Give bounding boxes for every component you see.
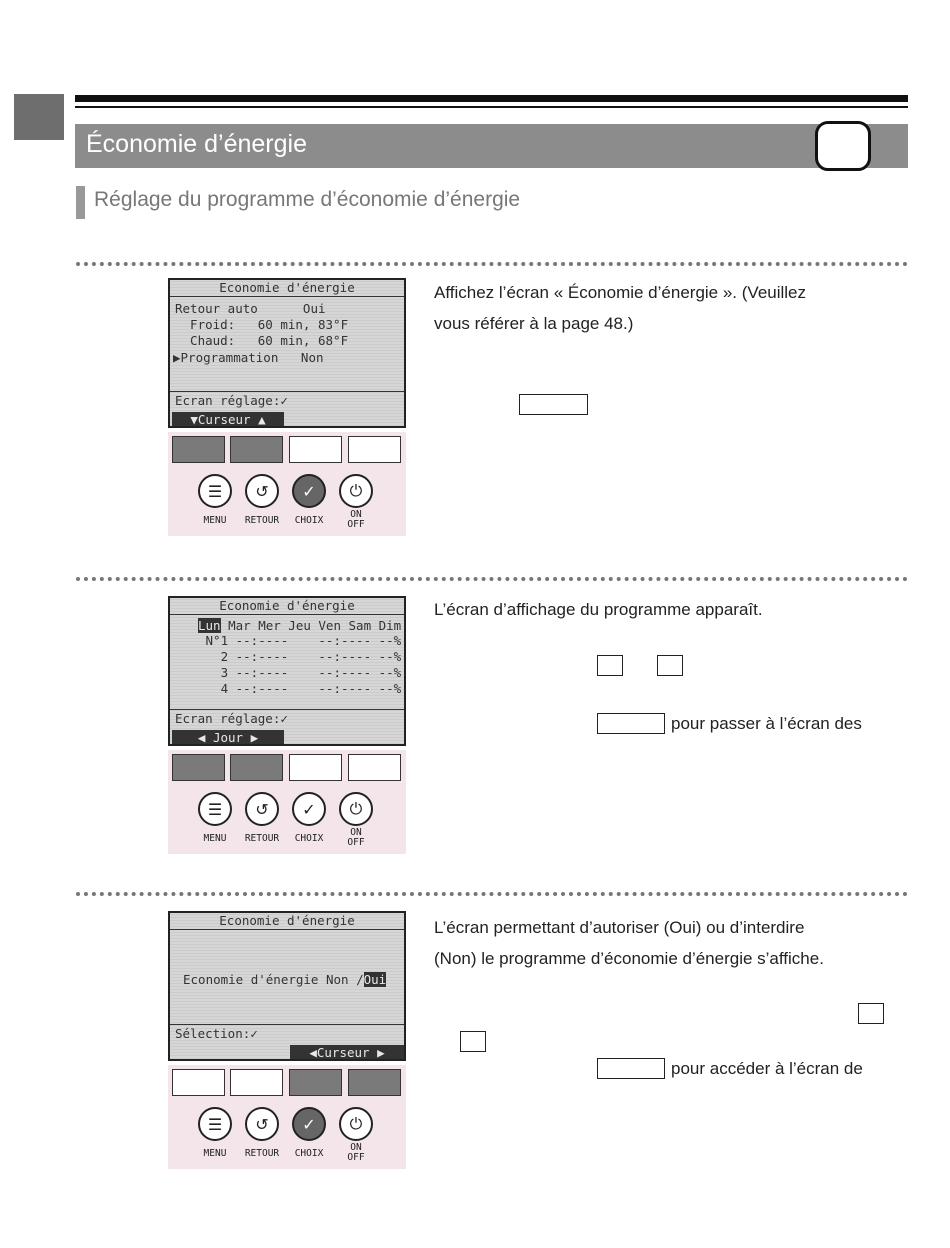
day-selected: Lun (198, 618, 221, 633)
button-placeholder-box (460, 1031, 486, 1052)
desc-tail: pour accéder à l’écran de (671, 1059, 863, 1078)
off-label: OFF (347, 519, 365, 530)
retour-label: RETOUR (244, 515, 280, 526)
setting-selected: Oui (363, 972, 387, 987)
return-arrow-icon: ↺ (255, 799, 269, 819)
menu-label: MENU (203, 833, 227, 844)
step-description-2 (434, 594, 763, 625)
choix-label: CHOIX (294, 833, 324, 844)
retour-label: RETOUR (244, 833, 280, 844)
choix-button[interactable] (292, 474, 326, 508)
function-key-f1[interactable] (172, 1069, 225, 1096)
lcd-title: Economie d'énergie (219, 280, 355, 295)
choix-button[interactable] (292, 792, 326, 826)
off-label: OFF (347, 837, 365, 848)
button-placeholder-box (858, 1003, 884, 1024)
function-key-f2[interactable] (230, 436, 283, 463)
function-key-f4[interactable] (348, 754, 401, 781)
step-description-3 (434, 912, 824, 974)
button-placeholder-box (597, 655, 623, 676)
section-divider-3 (76, 892, 908, 896)
button-placeholder-box (519, 394, 588, 415)
subtitle-marker (76, 186, 85, 219)
button-placeholder-box (597, 1058, 665, 1079)
section-divider-2 (76, 577, 908, 581)
lcd-screen-3 (168, 911, 406, 1061)
check-icon: ✓ (302, 1114, 316, 1134)
choix-label: CHOIX (294, 515, 324, 526)
retour-button[interactable] (245, 1107, 279, 1141)
choix-label: CHOIX (294, 1148, 324, 1159)
retour-button[interactable] (245, 474, 279, 508)
function-key-f3[interactable] (289, 754, 342, 781)
lcd-screen-1 (168, 278, 406, 428)
lcd-title: Economie d'énergie (219, 598, 355, 613)
button-pad-3 (168, 1065, 406, 1169)
return-arrow-icon: ↺ (255, 1114, 269, 1134)
lcd-footer-rule (170, 391, 404, 392)
setting-label: Economie d'énergie Non / (183, 972, 364, 987)
header-rule-thin (75, 106, 908, 108)
lcd-footer-rule (170, 709, 404, 710)
schedule-row: 3 --:---- --:---- --% (198, 665, 402, 680)
lcd-title-rule (170, 296, 404, 297)
menu-label: MENU (203, 1148, 227, 1159)
off-label: OFF (347, 1152, 365, 1163)
menu-label: MENU (203, 515, 227, 526)
return-arrow-icon: ↺ (255, 481, 269, 501)
schedule-row: 2 --:---- --:---- --% (198, 649, 402, 664)
lcd-footer-rule (170, 1024, 404, 1025)
lcd-line: Retour auto Oui (175, 301, 326, 316)
check-icon: ✓ (302, 481, 316, 501)
lcd-title: Economie d'énergie (219, 913, 355, 928)
on-label: ON (350, 1142, 362, 1153)
header-rule-thick (75, 95, 908, 102)
check-icon: ✓ (302, 799, 316, 819)
function-key-f3[interactable] (289, 1069, 342, 1096)
function-key-f2[interactable] (230, 754, 283, 781)
menu-icon: ☰ (207, 799, 223, 819)
page-tab-marker (14, 94, 64, 140)
desc-line: Affichez l’écran « Économie d’énergie ». (Veuillez (434, 283, 807, 302)
lcd-line: Chaud: 60 min, 68°F (175, 333, 349, 348)
retour-button[interactable] (245, 792, 279, 826)
step-description-1 (434, 277, 806, 339)
function-key-f1[interactable] (172, 754, 225, 781)
choix-button[interactable] (292, 1107, 326, 1141)
function-key-f1[interactable] (172, 436, 225, 463)
lcd-screen-2 (168, 596, 406, 746)
desc-line: vous référer à la page 48.) (434, 314, 634, 333)
button-pad-2 (168, 750, 406, 854)
button-placeholder-box (597, 713, 665, 734)
lcd-days-row (198, 618, 401, 633)
section-subtitle: Réglage du programme d’économie d’énergie (94, 188, 521, 211)
power-button[interactable] (339, 792, 373, 826)
lcd-footer: Ecran réglage:✓ (175, 393, 288, 408)
schedule-row: 4 --:---- --:---- --% (198, 681, 402, 696)
desc-line: L’écran permettant d’autoriser (Oui) ou d’interdire (434, 918, 805, 937)
lcd-line: Froid: 60 min, 83°F (175, 317, 349, 332)
lcd-title-rule (170, 929, 404, 930)
power-button[interactable] (339, 1107, 373, 1141)
function-key-f4[interactable] (348, 436, 401, 463)
desc-tail: pour passer à l’écran des (671, 714, 862, 733)
menu-icon: ☰ (207, 1114, 223, 1134)
function-key-f2[interactable] (230, 1069, 283, 1096)
schedule-row: N°1 --:---- --:---- --% (198, 633, 402, 648)
button-pad-1 (168, 432, 406, 536)
chapter-number-box (815, 121, 871, 171)
page-title: Économie d’énergie (86, 130, 307, 158)
power-icon: ⏻ (349, 799, 363, 818)
days-rest: Mar Mer Jeu Ven Sam Dim (220, 618, 402, 633)
lcd-line-selected: ▶Programmation Non (173, 350, 324, 365)
menu-button[interactable] (198, 1107, 232, 1141)
menu-button[interactable] (198, 792, 232, 826)
retour-label: RETOUR (244, 1148, 280, 1159)
lcd-title-rule (170, 614, 404, 615)
lcd-setting-row (183, 972, 386, 987)
lcd-day-bar: ◀ Jour ▶ (172, 730, 284, 745)
power-icon: ⏻ (349, 481, 363, 500)
section-divider-1 (76, 262, 908, 266)
power-button[interactable] (339, 474, 373, 508)
on-label: ON (350, 827, 362, 838)
desc-line: (Non) le programme d’économie d’énergie s’affiche. (434, 949, 824, 968)
function-key-f3[interactable] (289, 436, 342, 463)
lcd-footer: Ecran réglage:✓ (175, 711, 288, 726)
lcd-cursor-bar: ◀Curseur ▶ (290, 1045, 404, 1060)
menu-button[interactable] (198, 474, 232, 508)
lcd-footer: Sélection:✓ (175, 1026, 258, 1041)
function-key-f4[interactable] (348, 1069, 401, 1096)
menu-icon: ☰ (207, 481, 223, 501)
button-placeholder-box (657, 655, 683, 676)
desc-line: L’écran d’affichage du programme apparaît. (434, 600, 763, 619)
power-icon: ⏻ (349, 1114, 363, 1133)
on-label: ON (350, 509, 362, 520)
lcd-cursor-bar: ▼Curseur ▲ (172, 412, 284, 427)
